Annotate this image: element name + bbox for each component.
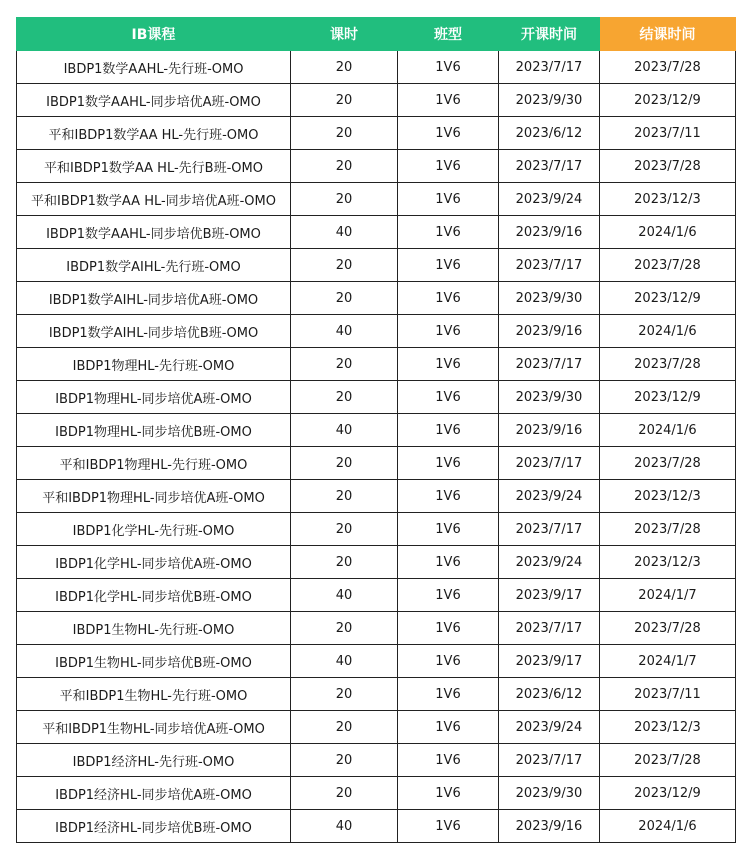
table-row — [17, 513, 736, 546]
cell-start-date: 2023/9/17 — [499, 579, 600, 612]
table-row — [17, 216, 736, 249]
cell-class-type: 1V6 — [398, 579, 499, 612]
cell-end-date: 2023/12/9 — [600, 777, 736, 810]
cell-start-date: 2023/6/12 — [499, 117, 600, 150]
cell-class-type: 1V6 — [398, 216, 499, 249]
cell-class-type: 1V6 — [398, 51, 499, 84]
table-row — [17, 315, 736, 348]
cell-start-date: 2023/9/24 — [499, 183, 600, 216]
cell-end-date: 2023/12/9 — [600, 282, 736, 315]
cell-hours: 20 — [291, 117, 398, 150]
table-row — [17, 546, 736, 579]
cell-course: 平和IBDP1数学AA HL-先行班-OMO — [17, 117, 291, 150]
cell-start-date: 2023/6/12 — [499, 678, 600, 711]
cell-class-type: 1V6 — [398, 777, 499, 810]
cell-end-date: 2024/1/6 — [600, 315, 736, 348]
course-schedule-table — [16, 17, 736, 843]
cell-start-date: 2023/7/17 — [499, 348, 600, 381]
cell-end-date: 2023/7/28 — [600, 513, 736, 546]
table-row — [17, 348, 736, 381]
cell-course: IBDP1数学AAHL-同步培优A班-OMO — [17, 84, 291, 117]
cell-start-date: 2023/7/17 — [499, 249, 600, 282]
cell-class-type: 1V6 — [398, 711, 499, 744]
cell-hours: 20 — [291, 546, 398, 579]
cell-class-type: 1V6 — [398, 447, 499, 480]
cell-course: IBDP1经济HL-先行班-OMO — [17, 744, 291, 777]
cell-class-type: 1V6 — [398, 414, 499, 447]
cell-start-date: 2023/7/17 — [499, 51, 600, 84]
header-course: IB课程 — [17, 18, 291, 51]
cell-class-type: 1V6 — [398, 84, 499, 117]
header-hours: 课时 — [291, 18, 398, 51]
cell-end-date: 2023/7/28 — [600, 447, 736, 480]
cell-class-type: 1V6 — [398, 315, 499, 348]
table-row — [17, 480, 736, 513]
table-row — [17, 117, 736, 150]
cell-end-date: 2024/1/7 — [600, 579, 736, 612]
cell-class-type: 1V6 — [398, 183, 499, 216]
cell-start-date: 2023/9/30 — [499, 777, 600, 810]
cell-class-type: 1V6 — [398, 546, 499, 579]
table-row — [17, 645, 736, 678]
cell-start-date: 2023/9/30 — [499, 84, 600, 117]
cell-hours: 20 — [291, 150, 398, 183]
table-row — [17, 810, 736, 843]
cell-end-date: 2024/1/7 — [600, 645, 736, 678]
cell-hours: 20 — [291, 612, 398, 645]
cell-class-type: 1V6 — [398, 612, 499, 645]
cell-start-date: 2023/9/16 — [499, 810, 600, 843]
table-row — [17, 612, 736, 645]
cell-start-date: 2023/7/17 — [499, 150, 600, 183]
cell-hours: 20 — [291, 447, 398, 480]
cell-class-type: 1V6 — [398, 678, 499, 711]
cell-hours: 40 — [291, 315, 398, 348]
cell-hours: 20 — [291, 480, 398, 513]
cell-course: IBDP1数学AAHL-同步培优B班-OMO — [17, 216, 291, 249]
cell-class-type: 1V6 — [398, 645, 499, 678]
cell-end-date: 2023/12/3 — [600, 480, 736, 513]
cell-hours: 20 — [291, 744, 398, 777]
cell-start-date: 2023/7/17 — [499, 612, 600, 645]
cell-course: IBDP1生物HL-先行班-OMO — [17, 612, 291, 645]
table-row — [17, 711, 736, 744]
cell-hours: 20 — [291, 84, 398, 117]
table-body — [17, 51, 736, 843]
cell-end-date: 2023/12/9 — [600, 84, 736, 117]
cell-course: 平和IBDP1数学AA HL-先行B班-OMO — [17, 150, 291, 183]
cell-course: IBDP1数学AIHL-先行班-OMO — [17, 249, 291, 282]
header-end-date: 结课时间 — [600, 18, 736, 51]
cell-course: IBDP1化学HL-同步培优B班-OMO — [17, 579, 291, 612]
cell-course: IBDP1物理HL-同步培优A班-OMO — [17, 381, 291, 414]
table-row — [17, 150, 736, 183]
table-row — [17, 447, 736, 480]
cell-end-date: 2024/1/6 — [600, 216, 736, 249]
table-row — [17, 777, 736, 810]
cell-hours: 40 — [291, 810, 398, 843]
cell-course: IBDP1生物HL-同步培优B班-OMO — [17, 645, 291, 678]
cell-class-type: 1V6 — [398, 348, 499, 381]
cell-start-date: 2023/9/30 — [499, 282, 600, 315]
table-row — [17, 678, 736, 711]
cell-hours: 20 — [291, 183, 398, 216]
cell-class-type: 1V6 — [398, 513, 499, 546]
cell-course: 平和IBDP1物理HL-先行班-OMO — [17, 447, 291, 480]
cell-hours: 20 — [291, 711, 398, 744]
cell-hours: 40 — [291, 414, 398, 447]
cell-course: IBDP1物理HL-先行班-OMO — [17, 348, 291, 381]
table-row — [17, 414, 736, 447]
cell-end-date: 2023/7/28 — [600, 51, 736, 84]
table-row — [17, 282, 736, 315]
table-row — [17, 51, 736, 84]
cell-start-date: 2023/9/16 — [499, 216, 600, 249]
cell-course: IBDP1数学AIHL-同步培优A班-OMO — [17, 282, 291, 315]
cell-start-date: 2023/9/17 — [499, 645, 600, 678]
cell-course: IBDP1数学AIHL-同步培优B班-OMO — [17, 315, 291, 348]
cell-end-date: 2023/7/11 — [600, 678, 736, 711]
header-row — [17, 18, 736, 51]
cell-class-type: 1V6 — [398, 810, 499, 843]
cell-course: 平和IBDP1数学AA HL-同步培优A班-OMO — [17, 183, 291, 216]
cell-course: IBDP1数学AAHL-先行班-OMO — [17, 51, 291, 84]
cell-course: 平和IBDP1生物HL-先行班-OMO — [17, 678, 291, 711]
cell-course: 平和IBDP1生物HL-同步培优A班-OMO — [17, 711, 291, 744]
cell-hours: 20 — [291, 282, 398, 315]
cell-class-type: 1V6 — [398, 381, 499, 414]
cell-start-date: 2023/9/16 — [499, 315, 600, 348]
cell-class-type: 1V6 — [398, 480, 499, 513]
cell-hours: 20 — [291, 348, 398, 381]
cell-end-date: 2023/12/9 — [600, 381, 736, 414]
cell-start-date: 2023/9/24 — [499, 711, 600, 744]
cell-end-date: 2023/12/3 — [600, 711, 736, 744]
cell-hours: 40 — [291, 216, 398, 249]
cell-hours: 40 — [291, 645, 398, 678]
table-header — [17, 18, 736, 51]
cell-course: IBDP1化学HL-先行班-OMO — [17, 513, 291, 546]
cell-start-date: 2023/7/17 — [499, 513, 600, 546]
cell-end-date: 2023/7/28 — [600, 150, 736, 183]
cell-class-type: 1V6 — [398, 150, 499, 183]
cell-hours: 20 — [291, 381, 398, 414]
cell-end-date: 2023/12/3 — [600, 546, 736, 579]
cell-start-date: 2023/9/30 — [499, 381, 600, 414]
cell-start-date: 2023/9/24 — [499, 546, 600, 579]
cell-course: IBDP1化学HL-同步培优A班-OMO — [17, 546, 291, 579]
header-start-date: 开课时间 — [499, 18, 600, 51]
cell-hours: 20 — [291, 777, 398, 810]
cell-end-date: 2023/7/28 — [600, 249, 736, 282]
table-row — [17, 744, 736, 777]
cell-end-date: 2023/7/11 — [600, 117, 736, 150]
table-row — [17, 579, 736, 612]
cell-hours: 20 — [291, 51, 398, 84]
cell-end-date: 2023/12/3 — [600, 183, 736, 216]
cell-hours: 20 — [291, 678, 398, 711]
cell-start-date: 2023/9/24 — [499, 480, 600, 513]
cell-end-date: 2023/7/28 — [600, 612, 736, 645]
table-row — [17, 249, 736, 282]
cell-start-date: 2023/9/16 — [499, 414, 600, 447]
header-class-type: 班型 — [398, 18, 499, 51]
cell-class-type: 1V6 — [398, 744, 499, 777]
cell-class-type: 1V6 — [398, 249, 499, 282]
cell-hours: 20 — [291, 513, 398, 546]
cell-course: IBDP1经济HL-同步培优A班-OMO — [17, 777, 291, 810]
course-schedule-table-container — [16, 17, 735, 843]
table-row — [17, 381, 736, 414]
cell-hours: 20 — [291, 249, 398, 282]
cell-end-date: 2024/1/6 — [600, 414, 736, 447]
cell-class-type: 1V6 — [398, 117, 499, 150]
cell-start-date: 2023/7/17 — [499, 447, 600, 480]
cell-course: 平和IBDP1物理HL-同步培优A班-OMO — [17, 480, 291, 513]
cell-course: IBDP1物理HL-同步培优B班-OMO — [17, 414, 291, 447]
cell-end-date: 2024/1/6 — [600, 810, 736, 843]
cell-start-date: 2023/7/17 — [499, 744, 600, 777]
cell-end-date: 2023/7/28 — [600, 348, 736, 381]
cell-class-type: 1V6 — [398, 282, 499, 315]
table-row — [17, 84, 736, 117]
cell-course: IBDP1经济HL-同步培优B班-OMO — [17, 810, 291, 843]
table-row — [17, 183, 736, 216]
cell-hours: 40 — [291, 579, 398, 612]
cell-end-date: 2023/7/28 — [600, 744, 736, 777]
